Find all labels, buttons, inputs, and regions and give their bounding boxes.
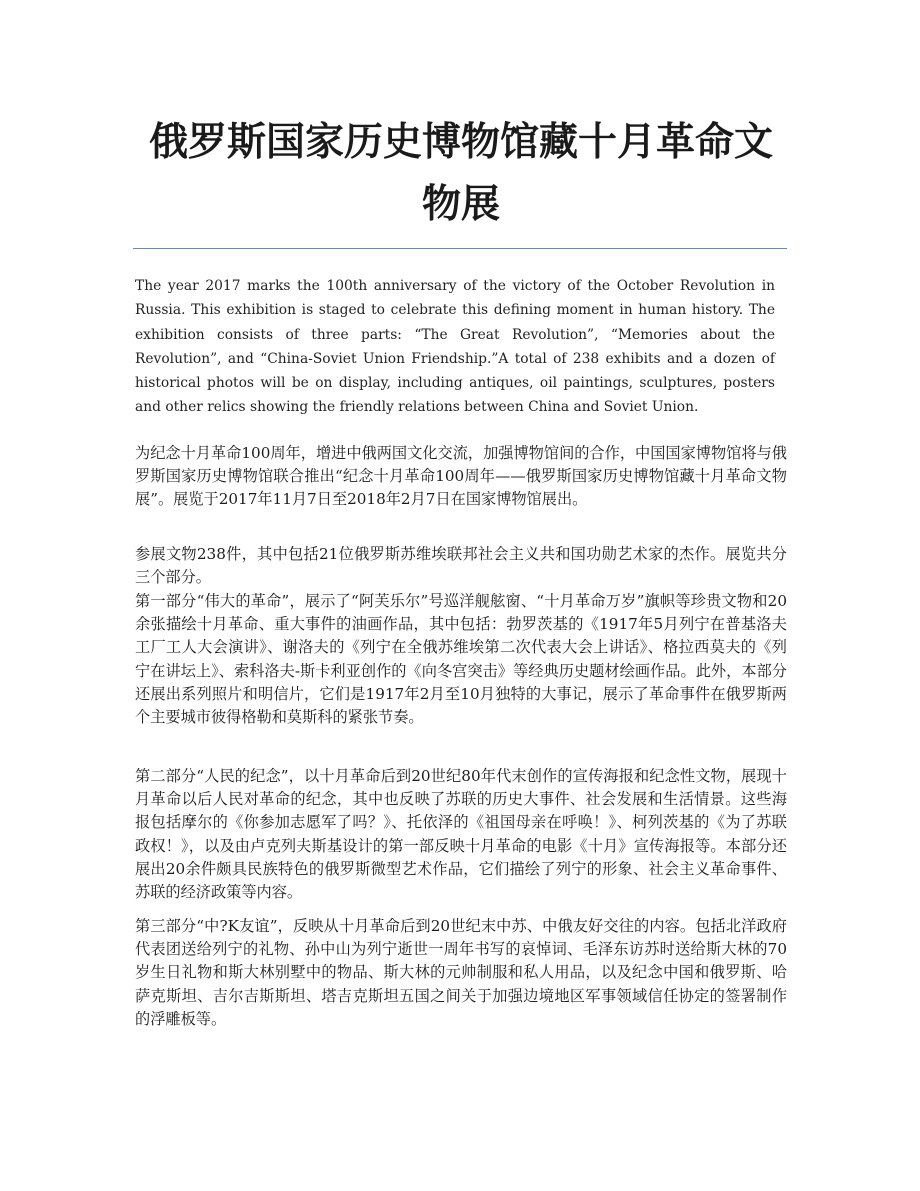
page-title: 俄罗斯国家历史博物馆藏十月革命文物展 bbox=[148, 120, 773, 227]
intro-paragraph: 为纪念十月革命100周年，增进中俄两国文化交流，加强博物馆间的合作，中国国家博物馆将与俄罗斯国家历史博物馆联合推出“纪念十月革命100周年——俄罗斯国家历史博物馆藏十月革命文物展”。展览于2017年11月7日至2018年2月7日在国家博物馆展出。 bbox=[135, 444, 787, 509]
part-three-paragraph: 第三部分“中?K友谊”，反映从十月革命后到20世纪末中苏、中俄友好交往的内容。包括北洋政府代表团送给列宁的礼物、孙中山为列宁逝世一周年书写的哀悼词、毛泽东访苏时送给斯大林的70岁生日礼物和斯大林别墅中的物品、斯大林的元帅制服和私人用品，以及纪念中国和俄罗斯、哈萨克斯坦、吉尔吉斯斯坦、塔吉克斯坦五国之间关于加强边境地区军事领域信任协定的签署制作的浮雕板等。 bbox=[135, 917, 787, 1028]
part-two-paragraph: 第二部分“人民的纪念”，以十月革命后到20世纪80年代末创作的宣传海报和纪念性文物，展现十月革命以后人民对革命的纪念，其中也反映了苏联的历史大事件、社会发展和生活情景。这些海报包括摩尔的《你参加志愿军了吗？》、托依泽的《祖国母亲在呼唤！》、柯列茨基的《为了苏联政权！》，以及由卢克列夫斯基设计的第一部反映十月革命的电影《十月》宣传海报等。本部分还展出20余件颇具民族特色的俄罗斯微型艺术作品，它们描绘了列宁的形象、社会主义革命事件、苏联的经济政策等内容。 bbox=[135, 767, 787, 902]
title-divider bbox=[133, 248, 787, 249]
exhibits-paragraph: 参展文物238件，其中包括21位俄罗斯苏维埃联邦社会主义共和国功勋艺术家的杰作。展览共分三个部分。 bbox=[135, 545, 787, 587]
part-one-paragraph: 第一部分“伟大的革命”，展示了“阿芙乐尔”号巡洋舰舷窗、“十月革命万岁”旗帜等珍贵文物和20余张描绘十月革命、重大事件的油画作品，其中包括：勃罗茨基的《1917年5月列宁在普基洛夫工厂工人大会演讲》、谢洛夫的《列宁在全俄苏维埃第二次代表大会上讲话》、格拉西莫夫的《列宁在讲坛上》、索科洛夫-斯卡利亚创作的《向冬宫突击》等经典历史题材绘画作品。此外，本部分还展出系列照片和明信片，它们是1917年2月至10月独特的大事记，展示了革命事件在俄罗斯两个主要城市彼得格勒和莫斯科的紧张节奏。 bbox=[135, 592, 787, 727]
english-intro-paragraph: The year 2017 marks the 100th anniversary of the victory of the October Revolution in Russia. This exhibition is staged to celebrate this defining moment in human history. The exhibition consists of three parts: “The Great Revolution”, “Memories about the Revolution”, and “China-Soviet Union Friendship.”A total of 238 exhibits and a dozen of historical photos will be on display, including antiques, oil paintings, sculptures, posters and other relics showing the friendly relations between China and Soviet Union. bbox=[135, 278, 775, 416]
